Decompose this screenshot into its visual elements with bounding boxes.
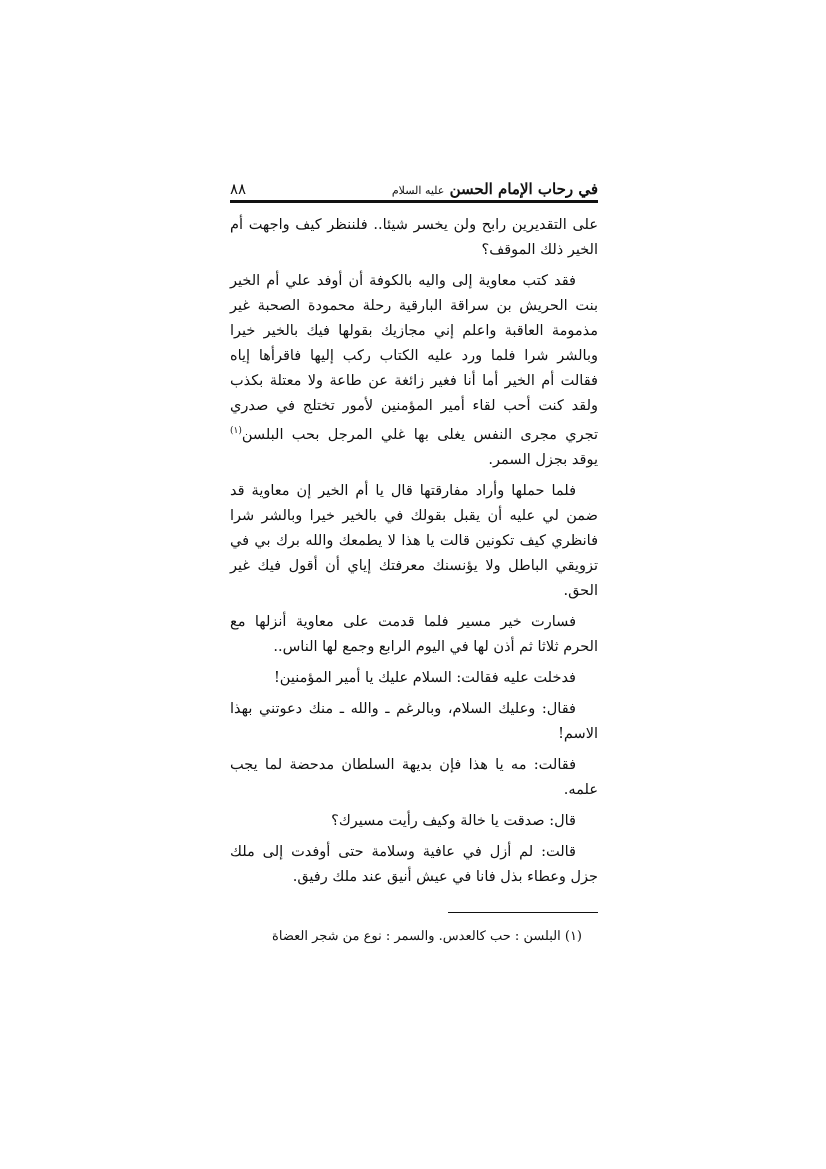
paragraph-text: يوقد بجزل السمر. — [488, 451, 598, 468]
paragraph: فسارت خير مسير فلما قدمت على معاوية أنزلها مع الحرم ثلاثا ثم أذن لها في اليوم الرابع وجمع لها الناس.. — [230, 613, 598, 655]
paragraph-text: فقد كتب معاوية إلى واليه بالكوفة أن أوفد علي أم الخير بنت الحريش بن سراقة البارقية رحلة محمودة الصحبة غير مذمومة العاقبة واعلم إني مجازيك بقولها فيك بالخير خيرا وبالشر شرا فلما ورد عليه الكتاب ركب إليها فاقرأها إياه فقالت أم الخير أما أنا فغير زائغة عن طاعة ولا معتلة بكذب ولقد كنت أحب لقاء أمير المؤمنين لأمور تختلج في صدري تجري مجرى النفس يغلى بها غلي المرجل بحب البلسن — [230, 273, 598, 443]
paragraph: فقال: وعليك السلام، وبالرغم ـ والله ـ منك دعوتني بهذا الاسم! — [230, 700, 598, 742]
paragraph: فقالت: مه يا هذا فإن بديهة السلطان مدحضة لما يجب علمه. — [230, 756, 598, 798]
paragraph — [230, 269, 598, 473]
paragraph: فدخلت عليه فقالت: السلام عليك يا أمير المؤمنين! — [273, 669, 576, 686]
paragraph: فلما حملها وأراد مفارقتها قال يا أم الخير إن معاوية قد ضمن لي عليه أن يقبل بقولك في بالخير خيرا وبالشر شرا فانظري كيف تكونين قالت يا هذا لا يطمعك والله برك بي في تزويقي الباطل ولا يؤنسنك معرفتك إياي أن أقول فيك غير الحق. — [230, 482, 598, 599]
body-text — [230, 213, 598, 890]
book-title: في رحاب الإمام الحسن — [449, 180, 598, 198]
paragraph: قال: صدقت يا خالة وكيف رأيت مسيرك؟ — [331, 812, 576, 829]
page-number: ٨٨ — [230, 180, 247, 198]
footnote-separator — [448, 912, 598, 913]
running-header — [230, 170, 598, 203]
paragraph: على التقديرين رابح ولن يخسر شيئا.. فلننظر كيف واجهت أم الخير ذلك الموقف؟ — [230, 217, 598, 258]
header-title — [392, 180, 598, 198]
footnote-reference[interactable]: (١) — [230, 426, 242, 436]
paragraph: قالت: لم أزل في عافية وسلامة حتى أوفدت إلى ملك جزل وعطاء بذل فانا في عيش أنيق عند ملك رفيق. — [230, 843, 598, 885]
book-page — [230, 170, 598, 947]
footnote: (١) البلسن : حب كالعدس. والسمر : نوع من شجر العضاة — [272, 928, 582, 944]
honorific-symbol: عليه السلام — [391, 184, 445, 197]
